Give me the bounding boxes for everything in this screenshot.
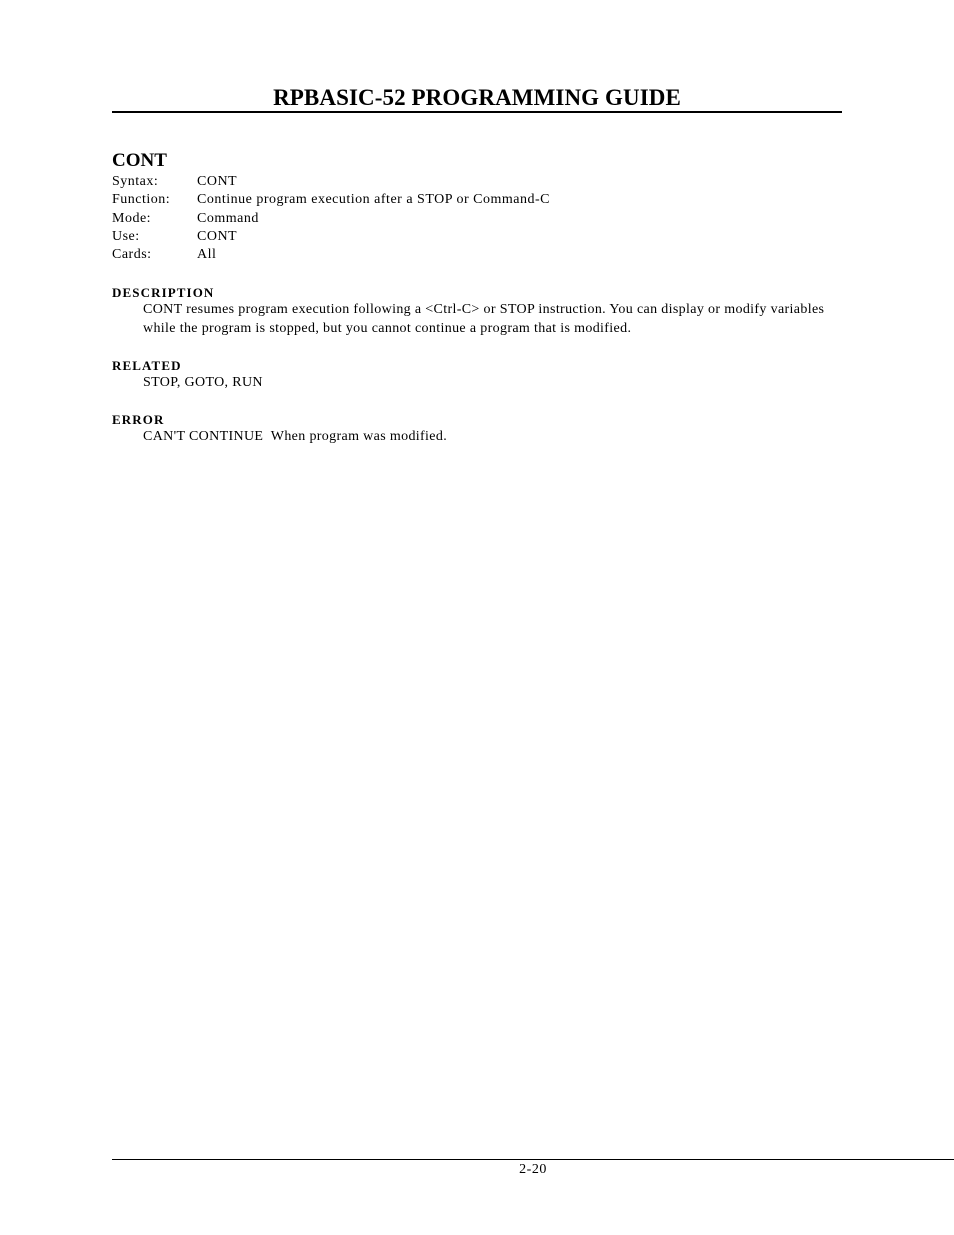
property-label: Cards:	[112, 247, 152, 263]
property-cards	[112, 246, 550, 264]
footer-divider	[112, 1159, 954, 1160]
property-syntax	[112, 173, 550, 191]
property-value: All	[197, 247, 217, 263]
property-value: CONT	[197, 228, 238, 244]
description-heading: DESCRIPTION	[112, 285, 215, 300]
page-number: 2-20	[519, 1162, 547, 1177]
description-text: CONT resumes program execution following a <Ctrl-C> or STOP instruction. You can display or modify variables while the program is stopped, but you cannot continue a program that is modified.	[143, 302, 825, 336]
command-name: CONT	[112, 150, 167, 171]
property-use	[112, 228, 550, 246]
property-label: Use:	[112, 228, 140, 244]
property-function	[112, 191, 550, 209]
property-label: Mode:	[112, 210, 152, 226]
related-text: STOP, GOTO, RUN	[143, 375, 263, 390]
error-heading: ERROR	[112, 412, 165, 427]
property-value: CONT	[197, 174, 238, 189]
property-value: Continue program execution after a STOP or Command-C	[197, 192, 550, 208]
related-heading: RELATED	[112, 358, 182, 373]
property-label: Function:	[112, 192, 171, 208]
property-label: Syntax:	[112, 174, 159, 189]
error-text: CAN'T CONTINUE When program was modified.	[143, 429, 448, 444]
page-title: RPBASIC-52 PROGRAMMING GUIDE	[273, 85, 681, 110]
header-divider	[112, 111, 842, 113]
property-value: Command	[197, 210, 259, 226]
property-mode	[112, 210, 550, 228]
command-properties	[112, 173, 550, 264]
